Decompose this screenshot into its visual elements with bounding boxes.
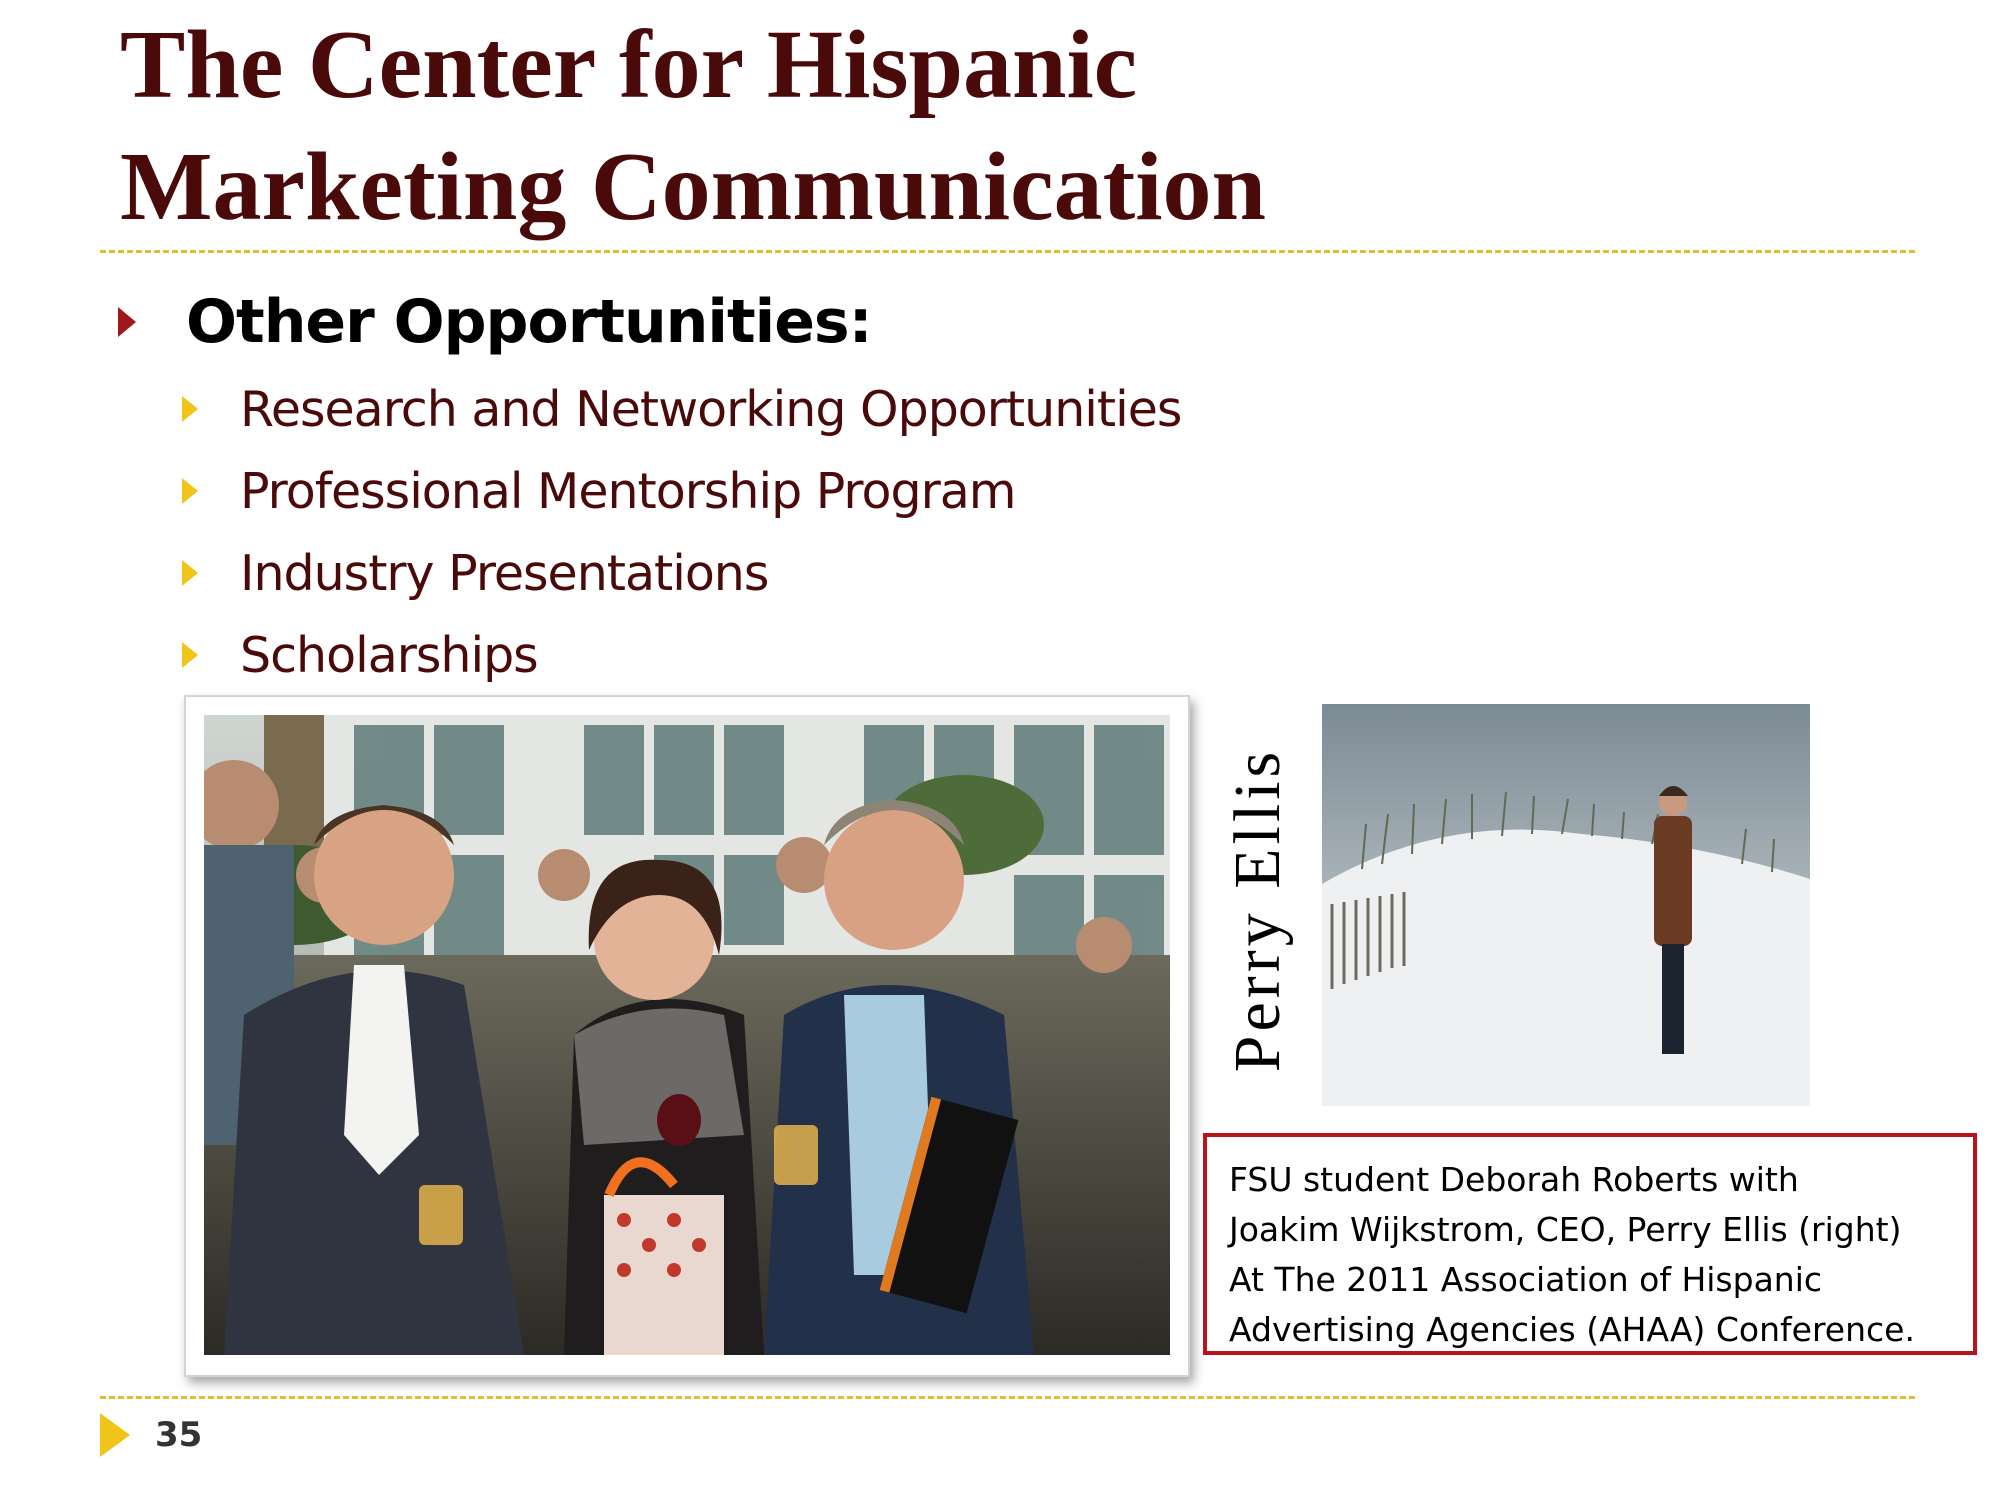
photo-caption bbox=[1203, 1133, 1977, 1355]
main-bullet-label: Other Opportunities: bbox=[186, 287, 872, 357]
main-bullet bbox=[118, 282, 872, 362]
bottom-divider bbox=[100, 1396, 1915, 1399]
top-divider bbox=[100, 250, 1915, 253]
caption-line-3: At The 2011 Association of Hispanic bbox=[1229, 1260, 1823, 1299]
slide-title bbox=[120, 4, 1520, 248]
gold-triangle-bullet-icon bbox=[182, 642, 198, 668]
sub-bullet-list bbox=[182, 368, 1181, 696]
sub-bullet-item bbox=[182, 614, 1181, 696]
perry-ellis-logo-text: Perry Ellis bbox=[1221, 747, 1294, 1073]
title-line-2: Marketing Communication bbox=[120, 133, 1266, 241]
gold-triangle-bullet-icon bbox=[182, 396, 198, 422]
caption-line-4: Advertising Agencies (AHAA) Conference. bbox=[1229, 1310, 1915, 1349]
sub-bullet-item bbox=[182, 368, 1181, 450]
sub-bullet-item bbox=[182, 532, 1181, 614]
sub-bullet-label: Industry Presentations bbox=[240, 544, 769, 602]
caption-line-2: Joakim Wijkstrom, CEO, Perry Ellis (right) bbox=[1229, 1210, 1902, 1249]
sub-bullet-label: Professional Mentorship Program bbox=[240, 462, 1016, 520]
perry-ellis-logo bbox=[1222, 710, 1294, 1110]
event-photo-image bbox=[204, 715, 1170, 1355]
caption-line-1: FSU student Deborah Roberts with bbox=[1229, 1160, 1799, 1199]
red-triangle-bullet-icon bbox=[118, 307, 136, 337]
footer-triangle-icon bbox=[100, 1413, 130, 1457]
perry-ellis-ad-image bbox=[1322, 704, 1810, 1106]
gold-triangle-bullet-icon bbox=[182, 478, 198, 504]
sub-bullet-label: Research and Networking Opportunities bbox=[240, 380, 1182, 438]
page-number: 35 bbox=[155, 1415, 203, 1455]
gold-triangle-bullet-icon bbox=[182, 560, 198, 586]
sub-bullet-item bbox=[182, 450, 1181, 532]
event-photo bbox=[184, 695, 1190, 1377]
title-line-1: The Center for Hispanic bbox=[120, 11, 1138, 119]
sub-bullet-label: Scholarships bbox=[240, 626, 538, 684]
